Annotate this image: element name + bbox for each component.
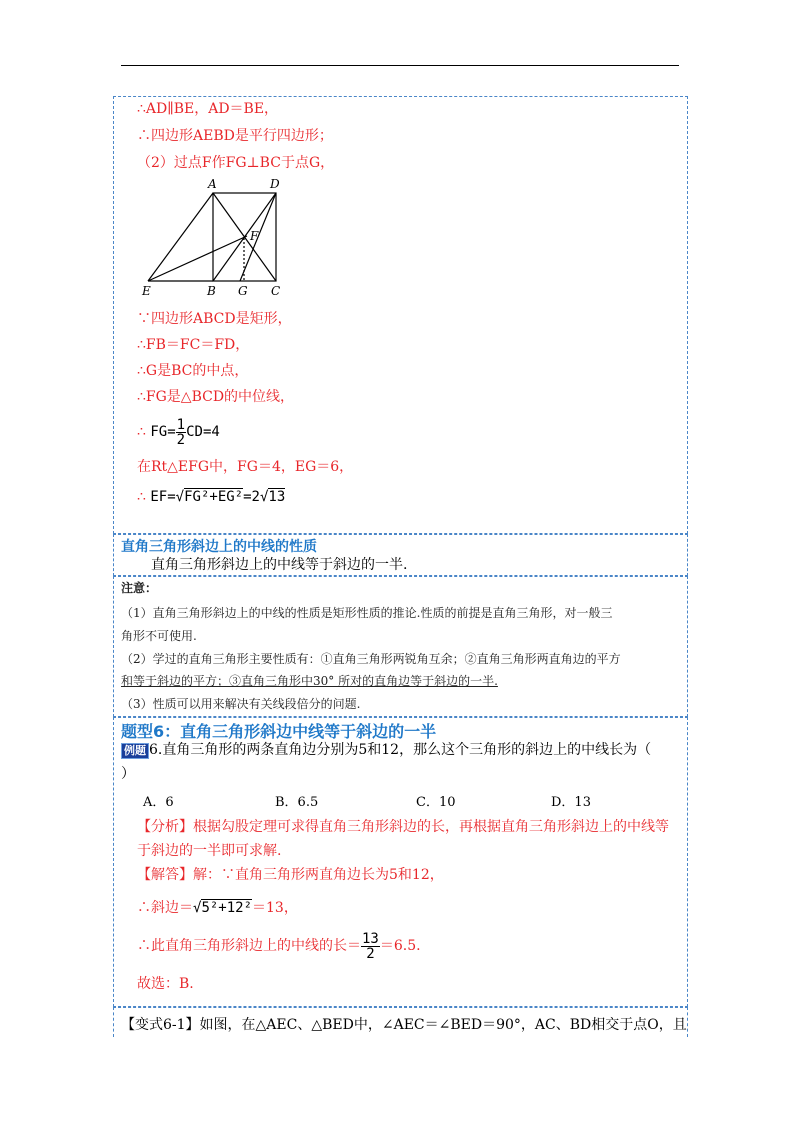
example-tag: 例题 <box>121 743 149 759</box>
fraction-half <box>176 418 186 447</box>
sqrt-sign: √ <box>175 489 185 505</box>
option-d[interactable]: D．13 <box>551 795 591 810</box>
frac-den-2: 2 <box>366 945 375 962</box>
proof-line-5: ∴FB＝FC＝FD， <box>137 337 250 353</box>
formula-fg <box>137 414 220 450</box>
hyp-radicand: 5²+12² <box>201 900 253 916</box>
answer-line-4: 故选：B. <box>137 976 194 992</box>
therefore-2: ∴ <box>137 489 146 505</box>
note-2a: （2）学过的直角三角形主要性质有：①直角三角形两锐角互余；②直角三角形两直角边的平方 <box>121 652 621 666</box>
section-heading-property: 直角三角形斜边上的中线的性质 <box>121 539 317 555</box>
label-B: B <box>207 284 216 298</box>
answer-line-1: 【解答】解：∵直角三角形两直角边长为5和12， <box>137 867 444 883</box>
sqrt-sign-3: √ <box>193 900 202 916</box>
therefore-1: ∴ <box>137 424 146 440</box>
ef-radicand: FG²+EG² <box>184 489 244 505</box>
analysis-line-1: 【分析】根据勾股定理可求得直角三角形斜边的长，再根据直角三角形斜边上的中线等 <box>137 819 669 835</box>
note-1b: 角形不可使用. <box>121 629 197 643</box>
fraction-13-2 <box>361 932 380 961</box>
frac-den: 2 <box>176 431 186 448</box>
ef-radicand-2: 13 <box>268 489 286 505</box>
formula-ef <box>137 482 285 512</box>
proof-line-8: 在Rt△EFG中，FG＝4，EG＝6， <box>137 459 354 475</box>
proof-line-6: ∴G是BC的中点， <box>137 363 249 379</box>
sqrt-sign-2: √ <box>259 489 269 505</box>
note-2b: 和等于斜边的平方；③直角三角形中30° 所对的直角边等于斜边的一半. <box>121 674 498 688</box>
hyp-post: ＝13， <box>252 900 298 916</box>
fg-lhs: FG= <box>150 424 176 440</box>
geometry-figure <box>140 175 290 300</box>
answer-line-2 <box>137 895 298 921</box>
frac-num: 1 <box>176 416 186 433</box>
hyp-pre: ∴斜边＝ <box>137 900 193 916</box>
analysis-line-2: 于斜边的一半即可求解. <box>137 843 282 859</box>
label-E: E <box>142 284 151 298</box>
answer-line-3 <box>137 928 421 964</box>
option-b[interactable]: B．6.5 <box>275 795 319 810</box>
proof-line-4: ∵四边形ABCD是矩形， <box>137 311 292 327</box>
variant-text: 【变式6-1】如图，在△AEC、△BED中，∠AEC＝∠BED＝90°，AC、BD相交于点O，且 <box>121 1017 687 1033</box>
label-F: F <box>250 229 259 243</box>
proof-line-2: ∴四边形AEBD是平行四边形； <box>137 128 333 144</box>
label-A: A <box>208 177 217 191</box>
property-text: 直角三角形斜边上的中线等于斜边的一半. <box>151 557 408 573</box>
median-post: ＝6.5. <box>379 938 421 954</box>
note-3: （3）性质可以用来解决有关线段倍分的问题. <box>121 697 361 711</box>
section-heading-type6: 题型6：直角三角形斜边中线等于斜边的一半 <box>121 722 437 741</box>
label-G: G <box>238 284 248 298</box>
proof-line-7: ∴FG是△BCD的中位线， <box>137 389 295 405</box>
label-C: C <box>271 284 281 298</box>
question-line-2: ） <box>121 766 135 782</box>
note-1a: （1）直角三角形斜边上的中线的性质是矩形性质的推论.性质的前提是直角三角形，对一般三 <box>121 606 613 620</box>
note-title: 注意： <box>121 581 158 595</box>
option-c[interactable]: C．10 <box>416 795 456 810</box>
option-a[interactable]: A．6 <box>143 795 174 810</box>
header-rule <box>121 65 679 66</box>
question-text: 6.直角三角形的两条直角边分别为5和12，那么这个三角形的斜边上的中线长为（ <box>149 742 652 758</box>
proof-line-3: （2）过点F作FG⊥BC于点G， <box>137 155 335 171</box>
ef-lhs: EF= <box>150 489 176 505</box>
label-D: D <box>270 177 280 191</box>
median-pre: ∴此直角三角形斜边上的中线的长＝ <box>137 938 361 954</box>
frac-num-13: 13 <box>362 930 379 947</box>
question-line-1 <box>121 741 651 759</box>
proof-line-1: ∴AD∥BE，AD＝BE， <box>137 101 279 117</box>
fg-rhs: CD=4 <box>186 424 220 440</box>
ef-mid: =2 <box>243 489 260 505</box>
